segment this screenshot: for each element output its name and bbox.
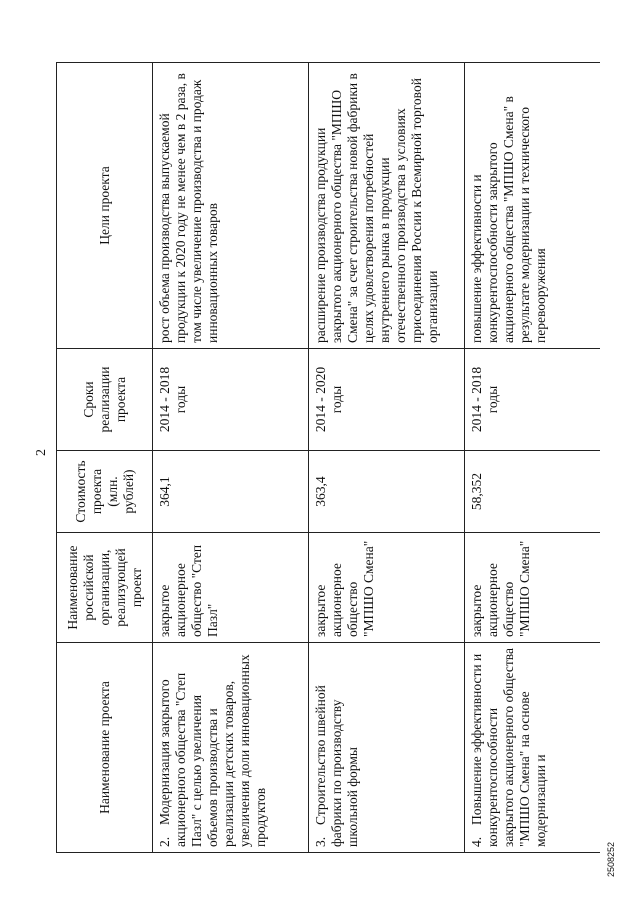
cell-term: 2014 - 2018 годы <box>465 349 601 451</box>
project-name-text: Повышение эффективности и конкурентоспособности закрытого акционерного общества "МПШО Смена" на основе модернизации и <box>469 648 548 847</box>
cell-term: 2014 - 2020 годы <box>309 349 465 451</box>
cell-cost: 58,352 <box>465 451 601 533</box>
row-number: 2. <box>157 836 172 847</box>
row-number: 4. <box>469 836 484 847</box>
cell-cost: 364,1 <box>153 451 309 533</box>
header-cost: Стоимость проекта (млн. рублей) <box>57 451 153 533</box>
cell-goals: рост объема производства выпускаемой продукции к 2020 году не менее чем в 2 раза, в том числе увеличение производства и продаж инновационных товаров <box>153 63 309 349</box>
table-row <box>153 63 309 853</box>
header-organization: Наименование российской организации, реализующей проект <box>57 533 153 643</box>
cell-cost: 363,4 <box>309 451 465 533</box>
cell-goals: повышение эффективности и конкурентоспособности закрытого акционерного общества "МПШО Смена" в результате модернизации и технического перевооружения <box>465 63 601 349</box>
row-number: 3. <box>313 836 328 847</box>
cell-organization: закрытое акционерное общество "Степ Пазл" <box>153 533 309 643</box>
cell-project-name <box>465 643 601 853</box>
page-number: 2 <box>34 449 49 456</box>
cell-organization: закрытое акционерное общество "МПШО Смена" <box>465 533 601 643</box>
project-name-text: Строительство швейной фабрики по производству школьной формы <box>313 685 360 847</box>
table-row <box>309 63 465 853</box>
header-project-name: Наименование проекта <box>57 643 153 853</box>
project-name-text: Модернизация закрытого акционерного общества "Степ Пазл" с целью увеличения объемов производства и реализации детских товаров, увеличения доли инновационных продуктов <box>157 654 268 847</box>
cell-organization: закрытое акционерное общество "МПШО Смена" <box>309 533 465 643</box>
table-header-row <box>57 63 153 853</box>
header-term: Сроки реализации проекта <box>57 349 153 451</box>
table-row <box>465 63 601 853</box>
cell-term: 2014 - 2018 годы <box>153 349 309 451</box>
cell-project-name <box>153 643 309 853</box>
projects-table <box>56 62 600 853</box>
cell-project-name <box>309 643 465 853</box>
cell-goals: расширение производства продукции закрытого акционерного общества "МПШО Смена" за счет строительства новой фабрики в целях удовлетворения потребностей внутреннего рынка в продукции отечественного производства в условиях присоединения России к Всемирной торговой организации <box>309 63 465 349</box>
document-code: 2508252 <box>606 841 616 877</box>
header-goals: Цели проекта <box>57 63 153 349</box>
